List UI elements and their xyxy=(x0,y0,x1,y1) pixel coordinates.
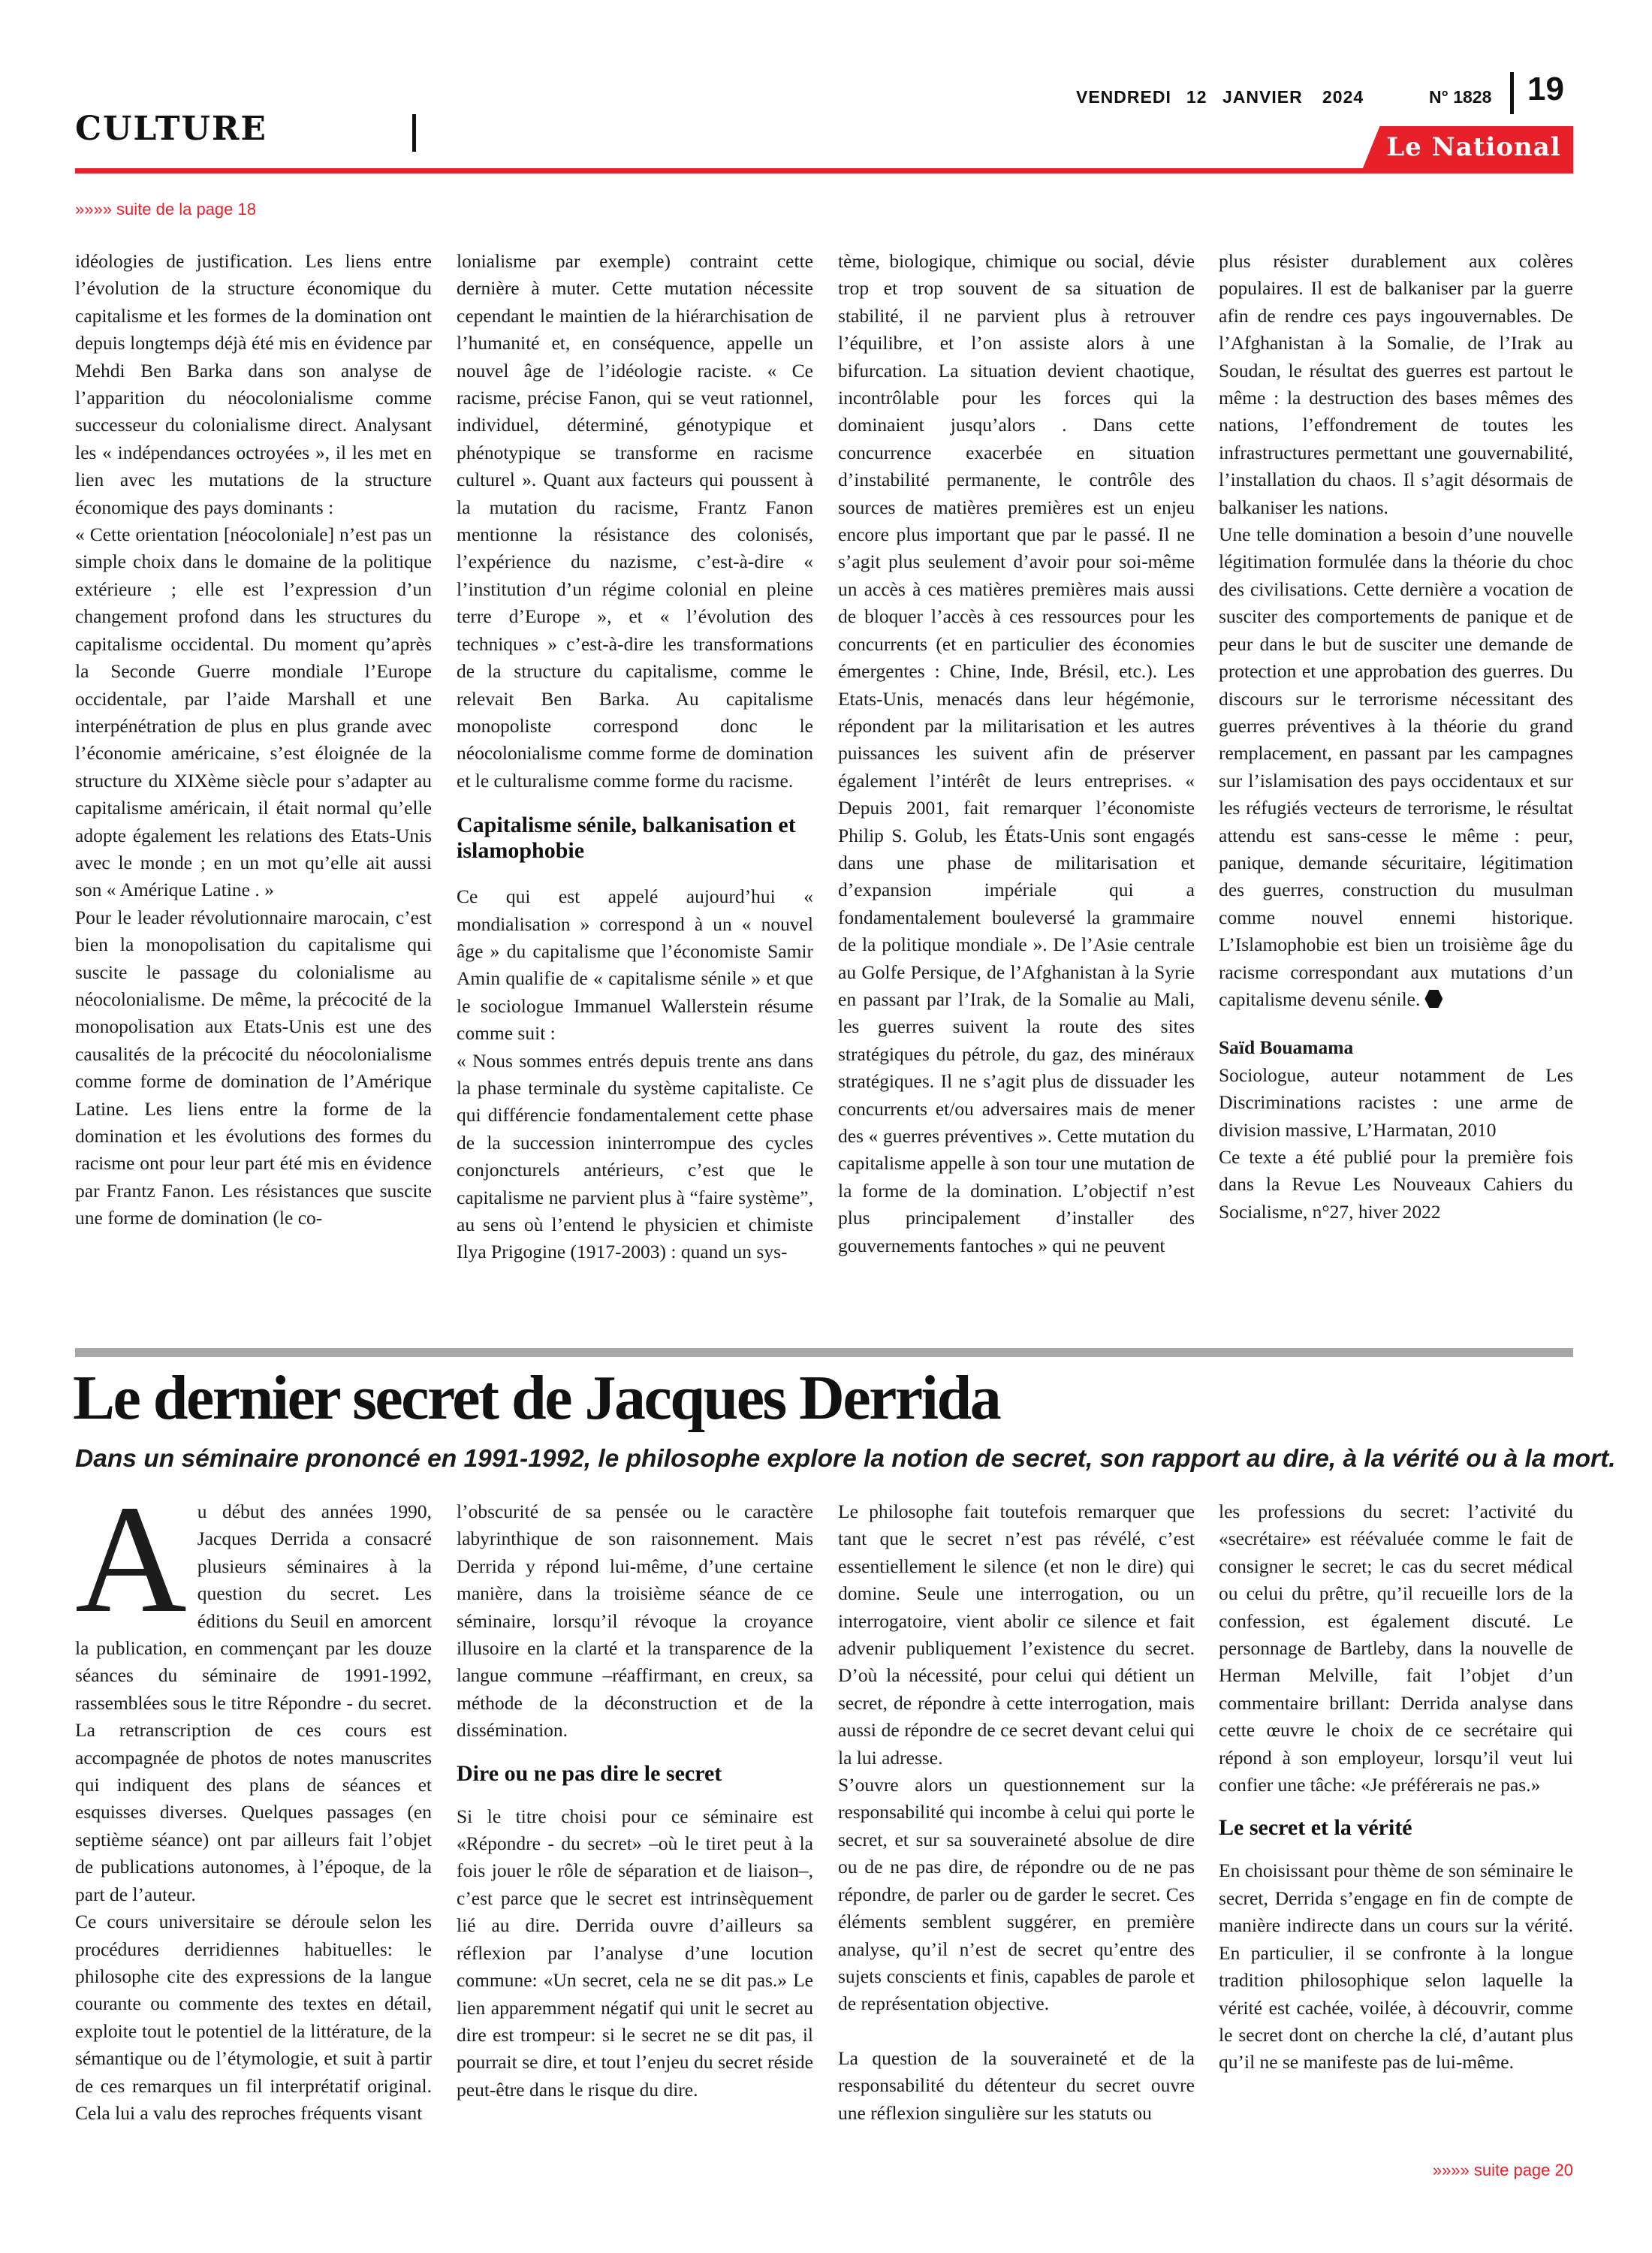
paragraph: « Nous sommes entrés depuis trente ans dans la phase terminale du système capitaliste. Ce qui différencie fondamentalement cette phase de la succession ininterrompue des cycles conjoncturels antérieurs, c’est que le capitalisme ne parvient plus à “faire système”, au sens où l’entend le physicien et chimiste Ilya Prigogine (1917-2003) : quand un sys- xyxy=(457,1049,813,1263)
paragraph: lonialisme par exemple) contraint cette dernière à muter. Cette mutation nécessite cependant le maintien de la hiérarchisation de l’humanité et, en conséquence, appelle un nouvel âge de l’idéologie raciste. « Ce racisme, précise Fanon, qui se veut rationnel, individuel, déterminé, génotypique et phénotypique se transforme en racisme culturel ». Quant aux facteurs qui poussent à la mutation du racisme, Frantz Fanon mentionne la résistance des colonisés, l’expérience du nazisme, c’est-à-dire « l’institution d’un régime colonial en pleine terre d’Europe », et « l’évolution des techniques » c’est-à-dire les transformations de la structure du capitalisme, comme le relevait Ben Barka. Au capitalisme monopoliste correspond donc le néocolonialisme comme forme de domination et le culturalisme comme forme du racisme. xyxy=(457,250,813,792)
article1-column-4 xyxy=(1219,248,1573,1226)
paragraph: u début des années 1990, Jacques Derrida a consacré plusieurs séminaires à la question du secret. Les éditions du Seuil en amorcent la publication, en commençant par les douze séances du séminaire de 1991-1992, rassemblées sous le titre Répondre - du secret. La retranscription de ces cours est accompagnée de photos de notes manuscrites qui indiquent des plans de séances et esquisses diverses. Quelques passages (en septième séance) ont par ailleurs fait l’objet de publications autonomes, à l’époque, de la part de l’auteur. xyxy=(75,1500,432,1905)
paragraph: tème, biologique, chimique ou social, dévie trop et trop souvent de sa situation de stabilité, il ne parvient plus à retrouver l’équilibre, et l’on assiste alors à une bifurcation. La situation devient chaotique, incontrôlable pour les forces qui la dominaient jusqu’alors . Dans cette concurrence exacerbée en situation d’instabilité permanente, le contrôle des sources de matières premières est un enjeu encore plus important que par le passé. Il ne s’agit plus seulement d’avoir pour soi-même un accès à ces matières premières mais aussi de bloquer l’accès à ces ressources pour les concurrents (et en particulier des économies émergentes : Chine, Inde, Brésil, etc.). Les Etats-Unis, menacés dans leur hégémonie, répondent par la militarisation et les autres puissances les suivent afin de préserver également l’intérêt de leurs entreprises. « Depuis 2001, fait remarquer l’économiste Philip S. Golub, les États-Unis sont engagés dans une phase de militarisation et d’expansion impériale qui a fondamentalement bouleversé la grammaire de la politique mondiale ». De l’Asie centrale au Golfe Persique, de l’Afghanistan à la Syrie en passant par l’Irak, de la Somalie au Mali, les guerres suivent la route des sites stratégiques du pétrole, du gaz, des minéraux stratégiques. Il ne s’agit plus de dissuader les concurrents et/ou adversaires mais de mener des « guerres préventives ». Cette mutation du capitalisme appelle à son tour une mutation de la forme de la domination. L’objectif n’est plus principalement d’installer des gouvernements fantoches » qui ne peuvent xyxy=(838,250,1195,1256)
paragraph: les professions du secret: l’activité du «secrétaire» est réévaluée comme le fait de consigner le secret; le cas du secret médical ou celui du prêtre, qu’il recueille lors de la confession, est également discuté. Le personnage de Bartleby, dans la nouvelle de Herman Melville, fait l’objet d’un commentaire brillant: Derrida analyse dans cette œuvre le choix de ce secrétaire qui répond à son employeur, lorsqu’il veut lui confier une tâche: «Je préférerais ne pas.» xyxy=(1219,1500,1573,1796)
publication-note: Ce texte a été publié pour la première fois dans la Revue Les Nouveaux Cahiers du Socialisme, n°27, hiver 2022 xyxy=(1219,1146,1573,1223)
paragraph: Ce qui est appelé aujourd’hui « mondialisation » correspond à un « nouvel âge » du capitalisme que l’économiste Samir Amin qualifie de « capitalisme sénile » et que le sociologue Immanuel Wallerstein résume comme suit : xyxy=(457,885,813,1045)
paragraph: « Cette orientation [néocoloniale] n’est pas un simple choix dans le domaine de la politique extérieure ; elle est l’expression d’un changement profond dans les structures du capitalisme occidental. Du moment qu’après la Seconde Guerre mondiale l’Europe occidentale, par l’aide Marshall et une interpénétration de plus en plus grande avec l’économie américaine, s’est éloignée de la structure du XIXème siècle pour s’adapter au capitalisme américain, il était normal qu’elle adopte également les relations des Etats-Unis avec le monde ; en un mot qu’elle ait aussi son « Amérique Latine . » xyxy=(75,523,432,901)
paragraph: S’ouvre alors un questionnement sur la responsabilité qui incombe à celui qui porte le secret, et sur sa souveraineté absolue de dire ou de ne pas dire, de répondre ou de ne pas répondre, de parler ou de garder le secret. Ces éléments semblent suggérer, en première analyse, qu’il n’est de secret qu’entre des sujets conscients et finis, capables de parole et de représentation objective. xyxy=(838,1774,1195,2015)
paragraph: Le philosophe fait toutefois remarquer que tant que le secret n’est pas révélé, c’est essentiellement le silence (et non le dire) qui domine. Seule une interrogation, ou un interrogatoire, vient abolir ce silence et fait advenir publiquement l’existence du secret. D’où la nécessité, pour celui qui détient un secret, de répondre à cette interrogation, mais aussi de répondre de ce secret devant celui qui la lui adresse. xyxy=(838,1500,1195,1769)
section-divider xyxy=(412,114,416,152)
paragraph: Si le titre choisi pour ce séminaire est «Répondre - du secret» –où le tiret peut à la fois jouer le rôle de séparation et de liaison–, c’est parce que le secret est intrinsèquement lié au dire. Derrida ouvre d’ailleurs sa réflexion par l’analyse d’une locution commune: «Un secret, cela ne se dit pas.» Le lien apparemment négatif qui unit le secret au dire est trompeur: si le secret ne se dit pas, il pourrait se dire, et tout l’enjeu du secret réside peut-être dans le risque du dire. xyxy=(457,1805,813,2101)
brand-name: Le National xyxy=(1386,132,1561,162)
paragraph: La question de la souveraineté et de la responsabilité du détenteur du secret ouvre une réflexion singulière sur les statuts ou xyxy=(838,2046,1195,2124)
continued-to: »»»» suite page 20 xyxy=(1432,2161,1573,2179)
article1-column-2 xyxy=(457,248,813,1266)
paragraph: plus résister durablement aux colères populaires. Il est de balkaniser par la guerre afin de rendre ces pays ingouvernables. De l’Afghanistan à la Somalie, de l’Irak au Soudan, le résultat des guerres est partout le même : la destruction des bases mêmes des nations, l’effondrement de toutes les infrastructures permettant une gouvernabilité, l’installation du chaos. Il s’agit désormais de balkaniser les nations. xyxy=(1219,250,1573,518)
article1-column-3 xyxy=(838,248,1195,1259)
date-month: JANVIER xyxy=(1222,87,1303,107)
article-divider xyxy=(75,1348,1573,1357)
paragraph: Ce cours universitaire se déroule selon les procédures derridiennes habituelles: le philosophe cite des expressions de la langue courante ou commente des textes en détail, exploite tout le potentiel de la littérature, de la sémantique ou de l’étymologie, et suit à partir de ces remarques un fil interprétatif original. Cela lui a valu des reproches fréquents visant xyxy=(75,1911,432,2124)
article2-column-2 xyxy=(457,1498,813,2104)
article2-subheading-1: Dire ou ne pas dire le secret xyxy=(457,1760,722,1786)
page-number: 19 xyxy=(1527,71,1564,107)
date-number: 12 xyxy=(1186,87,1207,107)
article2-column-3 xyxy=(838,1498,1195,2127)
date-year: 2024 xyxy=(1322,87,1364,107)
paragraph: En choisissant pour thème de son séminaire le secret, Derrida s’engage en fin de compte de manière indirecte dans un cours sur la vérité. En particulier, il se confronte à la longue tradition philosophique selon laquelle la vérité est cachée, voilée, à découvrir, comme le secret dont on cherche la clé, d’autant plus qu’il ne se manifeste pas de lui-même. xyxy=(1219,1859,1573,2074)
article2-column-1 xyxy=(75,1473,432,2127)
issue-number: N° 1828 xyxy=(1429,87,1492,107)
drop-cap: A xyxy=(75,1473,187,1645)
paragraph: l’obscurité de sa pensée ou le caractère labyrinthique de son raisonnement. Mais Derrida y répond lui-même, d’une certaine manière, dans la troisième séance de ce séminaire, lorsqu’il révoque la croyance illusoire en la clarté et la transparence de la langue commune –réaffirmant, en creux, sa méthode de la déconstruction et de la dissémination. xyxy=(457,1500,813,1742)
article2-column-4 xyxy=(1219,1498,1573,2077)
end-of-article-icon xyxy=(1424,990,1442,1008)
header-rule xyxy=(75,168,1573,173)
article1-column-1 xyxy=(75,248,432,1232)
author-bio: Sociologue, auteur notamment de Les Discriminations racistes : une arme de division massive, L’Harmatan, 2010 xyxy=(1219,1063,1573,1141)
continued-from: »»»» suite de la page 18 xyxy=(75,200,256,219)
paragraph: idéologies de justification. Les liens entre l’évolution de la structure économique du capitalisme et les formes de la domination ont depuis longtemps déjà été mis en évidence par Mehdi Ben Barka dans son analyse de l’apparition du néocolonialisme comme successeur du colonialisme direct. Analysant les « indépendances octroyées », il les met en lien avec les mutations de la structure économique des pays dominants : xyxy=(75,250,432,518)
article2-standfirst: Dans un séminaire prononcé en 1991-1992, le philosophe explore la notion de secret, son rapport au dire, à la vérité ou à la mort. xyxy=(75,1445,1616,1473)
section-title: CULTURE xyxy=(75,110,267,148)
article2-subheading-2: Le secret et la vérité xyxy=(1219,1815,1412,1841)
article1-subheading: Capitalisme sénile, balkanisation et islamophobie xyxy=(457,813,796,864)
header-separator xyxy=(1510,72,1514,114)
paragraph: Pour le leader révolutionnaire marocain, c’est bien la monopolisation du capitalisme qui suscite le passage du colonialisme au néocolonialisme. De même, la précocité de la monopolisation aux Etats-Unis est une des causalités de la précocité du néocolonialisme comme forme de domination de l’Amérique Latine. Les liens entre la forme de la domination et les évolutions des formes du racisme ont pour leur part été mis en évidence par Frantz Fanon. Les résistances que suscite une forme de domination (le co- xyxy=(75,906,432,1229)
article2-headline: Le dernier secret de Jacques Derrida xyxy=(73,1363,1000,1433)
article1-author: Saïd Bouamama xyxy=(1219,1036,1354,1059)
date-day: VENDREDI xyxy=(1076,87,1171,107)
paragraph: Une telle domination a besoin d’une nouvelle légitimation formulée dans la théorie du choc des civilisations. Cette dernière a vocation de susciter des comportements de panique et de peur dans le but de susciter une demande de protection et une approbation des guerres. Du discours sur le terrorisme nécessitant des guerres préventives à la théorie du grand remplacement, en passant par les campagnes sur l’islamisation des pays occidentaux et sur les réfugiés vecteurs de terrorisme, le résultat attendu est sans-cesse le même : peur, panique, demande sécuritaire, légitimation des guerres, construction du musulman comme nouvel ennemi historique. L’Islamophobie est bien un troisième âge du racisme correspondant aux mutations d’un capitalisme devenu sénile. xyxy=(1219,523,1573,1010)
